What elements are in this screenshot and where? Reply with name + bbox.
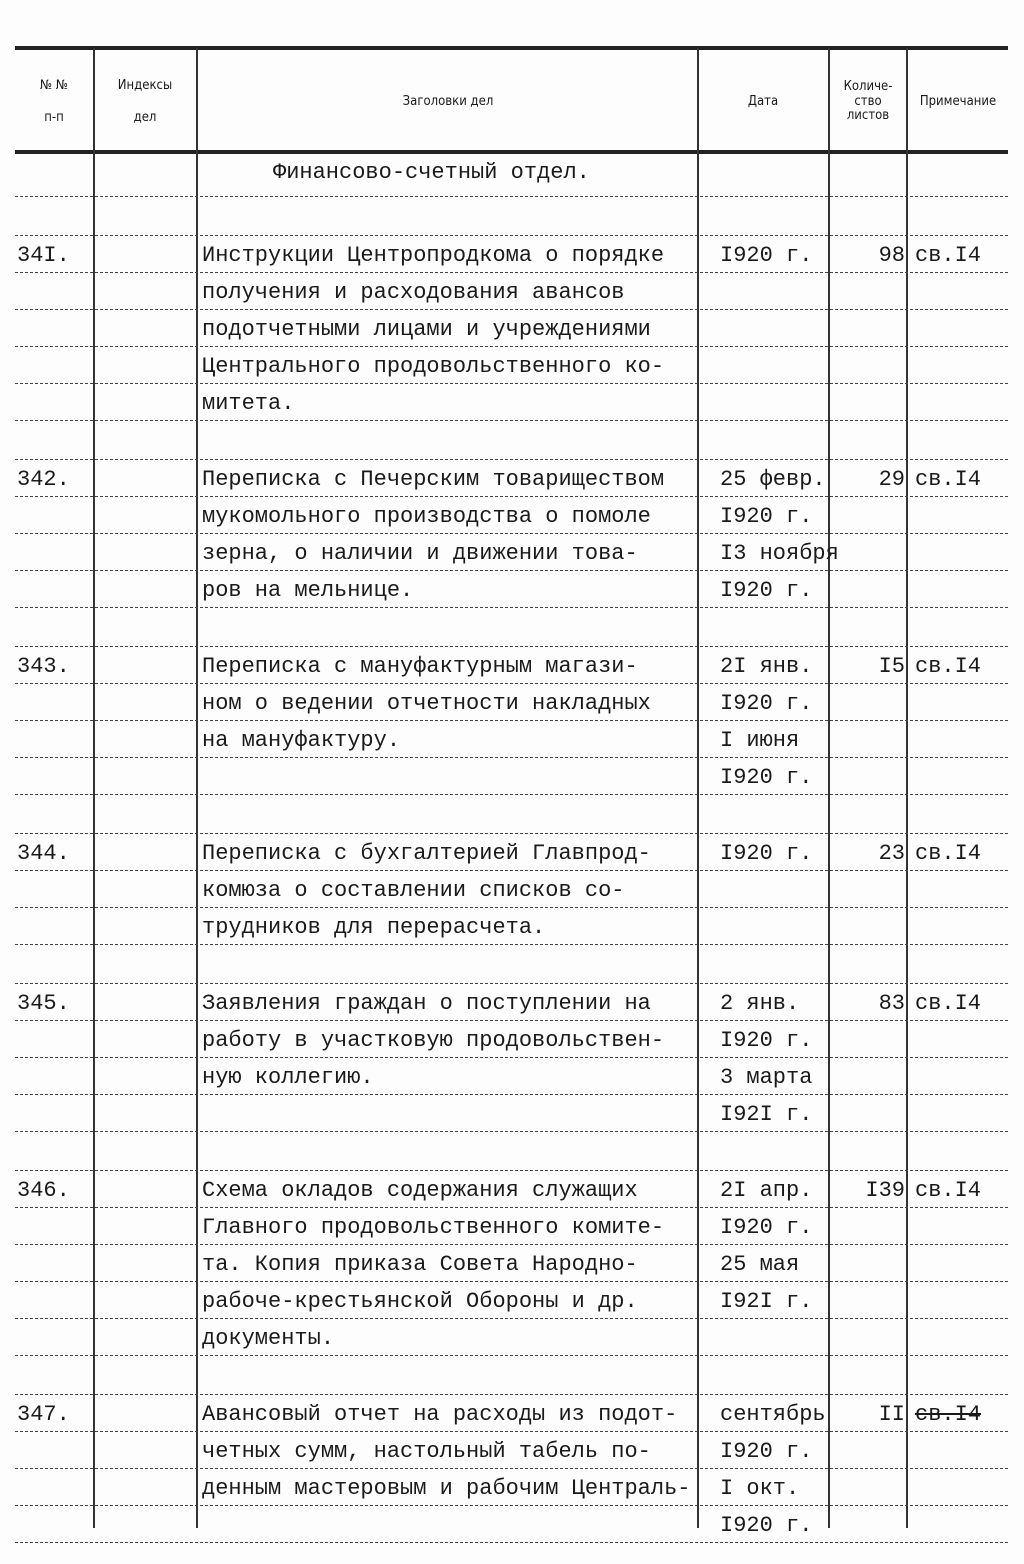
table-row bbox=[15, 1208, 1008, 1245]
date-line: I июня bbox=[720, 728, 800, 753]
entry-number: 345. bbox=[17, 991, 70, 1016]
note: св.I4 bbox=[915, 243, 982, 268]
spacer-row bbox=[15, 1356, 1008, 1395]
title-line: Заявления граждан о поступлении на bbox=[202, 991, 651, 1016]
note: св.I4 bbox=[915, 991, 982, 1016]
title-line: трудников для перерасчета. bbox=[202, 915, 546, 940]
date-line: 2I апр. bbox=[720, 1178, 813, 1203]
sheet-count: 23 bbox=[878, 841, 905, 866]
title-line: денным мастеровым и рабочим Централь- bbox=[202, 1476, 691, 1501]
date-line: I920 г. bbox=[720, 1439, 813, 1464]
section-title: Финансово-счетный отдел. bbox=[273, 160, 590, 185]
title-line: митета. bbox=[202, 391, 295, 416]
entry-number: 344. bbox=[17, 841, 70, 866]
table-row bbox=[15, 236, 1008, 273]
date-line: 2 янв. bbox=[720, 991, 800, 1016]
spacer-row bbox=[15, 421, 1008, 460]
table-row bbox=[15, 684, 1008, 721]
note: св.I4 bbox=[915, 654, 982, 679]
header-title bbox=[198, 52, 698, 152]
date-line: 2I янв. bbox=[720, 654, 813, 679]
date-line: 3 марта bbox=[720, 1065, 813, 1090]
table-row bbox=[15, 1319, 1008, 1356]
table-row bbox=[15, 273, 1008, 310]
title-line: работу в участковую продовольствен- bbox=[202, 1028, 665, 1053]
title-line: Переписка с бухгалтерией Главпрод- bbox=[202, 841, 651, 866]
table-row bbox=[15, 834, 1008, 871]
note: св.I4 bbox=[915, 1178, 982, 1203]
table-row bbox=[15, 1095, 1008, 1132]
note: св.I4 bbox=[915, 841, 982, 866]
header-title-label: Заголовки дел bbox=[402, 93, 494, 109]
header-number bbox=[15, 52, 93, 152]
table-row bbox=[15, 1469, 1008, 1506]
title-line: подотчетными лицами и учреждениями bbox=[202, 317, 651, 342]
table-row bbox=[15, 384, 1008, 421]
date-line: I92I г. bbox=[720, 1102, 813, 1127]
table-row bbox=[15, 1245, 1008, 1282]
date-line: 25 мая bbox=[720, 1252, 800, 1277]
title-line: четных сумм, настольный табель по- bbox=[202, 1439, 651, 1464]
title-line: на мануфактуру. bbox=[202, 728, 401, 753]
entry-number: 347. bbox=[17, 1402, 70, 1427]
table-row bbox=[15, 310, 1008, 347]
table-row bbox=[15, 347, 1008, 384]
date-line: I920 г. bbox=[720, 578, 813, 603]
date-line: I920 г. bbox=[720, 1513, 813, 1538]
table-row bbox=[15, 534, 1008, 571]
table-row bbox=[15, 571, 1008, 608]
table-row bbox=[15, 1282, 1008, 1319]
table-row bbox=[15, 1171, 1008, 1208]
spacer-row bbox=[15, 608, 1008, 647]
title-line: комюза о составлении списков со- bbox=[202, 878, 625, 903]
header-note bbox=[908, 52, 1008, 152]
title-line: ров на мельнице. bbox=[202, 578, 414, 603]
table-row bbox=[15, 908, 1008, 945]
header-date-label: Дата bbox=[747, 93, 779, 109]
entry-number: 346. bbox=[17, 1178, 70, 1203]
title-line: Центрального продовольственного ко- bbox=[202, 354, 665, 379]
table-header bbox=[15, 52, 1008, 152]
table-row bbox=[15, 647, 1008, 684]
title-line: ном о ведении отчетности накладных bbox=[202, 691, 651, 716]
date-line: I920 г. bbox=[720, 1028, 813, 1053]
spacer-row bbox=[15, 945, 1008, 984]
sheet-count: I39 bbox=[865, 1178, 905, 1203]
date-line: I920 г. bbox=[720, 243, 813, 268]
sheet-count: II bbox=[878, 1402, 905, 1427]
table-row bbox=[15, 1058, 1008, 1095]
date-line: 25 февр. bbox=[720, 467, 826, 492]
spacer-row bbox=[15, 1132, 1008, 1171]
entry-number: 34I. bbox=[17, 243, 70, 268]
header-count bbox=[829, 52, 907, 152]
entry-number: 343. bbox=[17, 654, 70, 679]
table-row bbox=[15, 497, 1008, 534]
sheet-count: 29 bbox=[878, 467, 905, 492]
table-row bbox=[15, 1432, 1008, 1469]
sheet-count: 83 bbox=[878, 991, 905, 1016]
table-row bbox=[15, 1021, 1008, 1058]
header-index bbox=[95, 52, 195, 152]
date-line: I920 г. bbox=[720, 691, 813, 716]
date-line: I920 г. bbox=[720, 841, 813, 866]
spacer-row bbox=[15, 197, 1008, 236]
table-row bbox=[15, 460, 1008, 497]
table-row bbox=[15, 721, 1008, 758]
header-date bbox=[699, 52, 827, 152]
header-note-label: Примечание bbox=[919, 93, 997, 109]
title-line: рабоче-крестьянской Обороны и др. bbox=[202, 1289, 638, 1314]
title-line: мукомольного производства о помоле bbox=[202, 504, 651, 529]
table-row bbox=[15, 758, 1008, 795]
table-row bbox=[15, 984, 1008, 1021]
sheet-count: 98 bbox=[878, 243, 905, 268]
date-line: I окт. bbox=[720, 1476, 800, 1501]
title-line: получения и расходования авансов bbox=[202, 280, 625, 305]
sheet-count: I5 bbox=[878, 654, 905, 679]
table-row bbox=[15, 1395, 1008, 1432]
table-row bbox=[15, 871, 1008, 908]
date-line: I920 г. bbox=[720, 504, 813, 529]
title-line: Главного продовольственного комите- bbox=[202, 1215, 665, 1240]
note: св.I4 bbox=[915, 467, 982, 492]
title-line: зерна, о наличии и движении това- bbox=[202, 541, 638, 566]
title-line: ную коллегию. bbox=[202, 1065, 374, 1090]
header-number-sub: п-п bbox=[44, 110, 64, 125]
section-row bbox=[15, 156, 1008, 197]
header-index-label: Индексы bbox=[117, 77, 173, 93]
date-line: сентябрь bbox=[720, 1402, 826, 1427]
title-line: та. Копия приказа Совета Народно- bbox=[202, 1252, 638, 1277]
date-line: I920 г. bbox=[720, 765, 813, 790]
title-line: Авансовый отчет на расходы из подот- bbox=[202, 1402, 678, 1427]
title-line: Схема окладов содержания служащих bbox=[202, 1178, 638, 1203]
table-body bbox=[15, 156, 1008, 1543]
date-line: I3 ноября bbox=[720, 541, 839, 566]
top-rule bbox=[15, 46, 1008, 50]
header-number-label: № № bbox=[39, 77, 69, 93]
title-line: Переписка с мануфактурным магази- bbox=[202, 654, 638, 679]
header-index-sub: дел bbox=[133, 110, 157, 125]
header-count-label: Количе- ство листов bbox=[843, 78, 893, 124]
date-line: I920 г. bbox=[720, 1215, 813, 1240]
spacer-row bbox=[15, 795, 1008, 834]
note: св.I4 bbox=[915, 1402, 982, 1427]
entry-number: 342. bbox=[17, 467, 70, 492]
date-line: I92I г. bbox=[720, 1289, 813, 1314]
title-line: Инструкции Центропродкома о порядке bbox=[202, 243, 665, 268]
title-line: Переписка с Печерским товариществом bbox=[202, 467, 665, 492]
table-row bbox=[15, 1506, 1008, 1543]
title-line: документы. bbox=[202, 1326, 335, 1351]
